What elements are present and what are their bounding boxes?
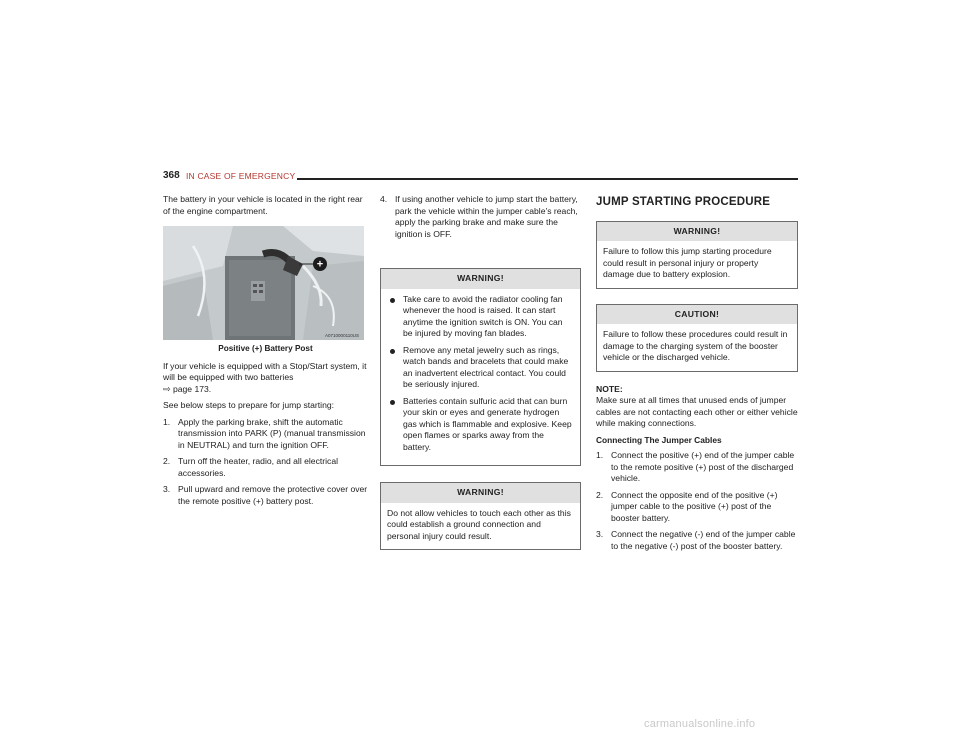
caution-text: Failure to follow these procedures could result in damage to the charging system of the booster vehicle or the discharged vehicle. [603, 329, 788, 362]
caution-box [596, 304, 798, 372]
page-ref-arrow-icon: ⇨ [163, 383, 171, 394]
list-item: 1. Connect the positive (+) end of the jumper cable to the remote positive (+) post of the discharged vehicle. [596, 450, 795, 483]
plus-marker-label: + [316, 258, 324, 271]
image-code: A0710000110US [325, 333, 359, 338]
prep-steps-continued [380, 194, 581, 240]
warning-text: Do not allow vehicles to touch each other as this could establish a ground connection and personal injury could result. [387, 507, 571, 541]
warning-box-3 [596, 221, 798, 289]
bullet-icon [390, 400, 395, 405]
watermark: carmanualsonline.info [644, 718, 756, 730]
page-number: 368 [163, 170, 180, 181]
page-ref-link[interactable]: page 173. [172, 383, 212, 394]
page-header [163, 170, 798, 184]
header-rule [297, 178, 798, 180]
intro-paragraph: The battery in your vehicle is located in the right rear of the engine compartment. [163, 194, 363, 216]
prep-paragraph: See below steps to prepare for jump starting: [163, 400, 335, 410]
list-item: 3. Pull upward and remove the protective cover over the remote positive (+) battery post. [163, 484, 368, 506]
stop-start-paragraph [163, 361, 368, 396]
battery-post-photo [163, 226, 364, 340]
section-heading: JUMP STARTING PROCEDURE [596, 196, 771, 208]
bullet-icon [390, 298, 395, 303]
bullet-icon [390, 349, 395, 354]
column-2 [380, 194, 581, 562]
list-item: 3. Connect the negative (-) end of the jumper cable to the negative (-) post of the booster battery. [596, 529, 796, 551]
stop-start-text: If your vehicle is equipped with a Stop/Start system, it will be equipped with two batteries [163, 360, 367, 382]
warning-title: WARNING! [381, 483, 580, 503]
list-item: Take care to avoid the radiator cooling fan whenever the hood is raised. It can start anytime the ignition switch is ON. You can be injured by moving fan blades. [387, 294, 574, 340]
list-item: Batteries contain sulfuric acid that can burn your skin or eyes and generate hydrogen gas which is flammable and explosive. Keep open flames or sparks away from the battery. [387, 396, 574, 454]
warning-text: Failure to follow this jump starting procedure could result in personal injury or property damage due to battery explosion. [603, 246, 772, 279]
note-title: NOTE: [596, 383, 623, 394]
note-text: Make sure at all times that unused ends of jumper cables are not contacting each other or either vehicle while making connections. [596, 395, 798, 428]
engine-compartment-illustration [163, 226, 364, 340]
warning-box-2 [380, 482, 581, 550]
subheading: Connecting The Jumper Cables [596, 434, 722, 445]
warning-box-1 [380, 268, 581, 466]
list-item: 2. Turn off the heater, radio, and all electrical accessories. [163, 456, 339, 478]
prep-steps-list [163, 417, 368, 508]
list-item: 4. If using another vehicle to jump start the battery, park the vehicle within the jumper cable’s reach, apply the parking brake and make sure the ignition is OFF. [380, 194, 578, 239]
list-item: 2. Connect the opposite end of the positive (+) jumper cable to the positive (+) post of the booster battery. [596, 489, 778, 523]
warning-list [387, 294, 574, 454]
section-title: IN CASE OF EMERGENCY [186, 171, 296, 181]
connect-steps-list [596, 450, 798, 552]
list-item: Remove any metal jewelry such as rings, watch bands and bracelets that could make an inadvertent electrical contact. You could be seriously injured. [387, 345, 574, 391]
list-item: 1. Apply the parking brake, shift the automatic transmission into PARK (P) (manual transmission in NEUTRAL) and turn the ignition OFF. [163, 416, 366, 450]
warning-title: WARNING! [381, 269, 580, 289]
caution-title: CAUTION! [597, 305, 797, 325]
column-3 [596, 194, 798, 558]
image-caption: Positive (+) Battery Post [218, 344, 313, 353]
column-1 [163, 194, 368, 513]
warning-title: WARNING! [597, 222, 797, 242]
